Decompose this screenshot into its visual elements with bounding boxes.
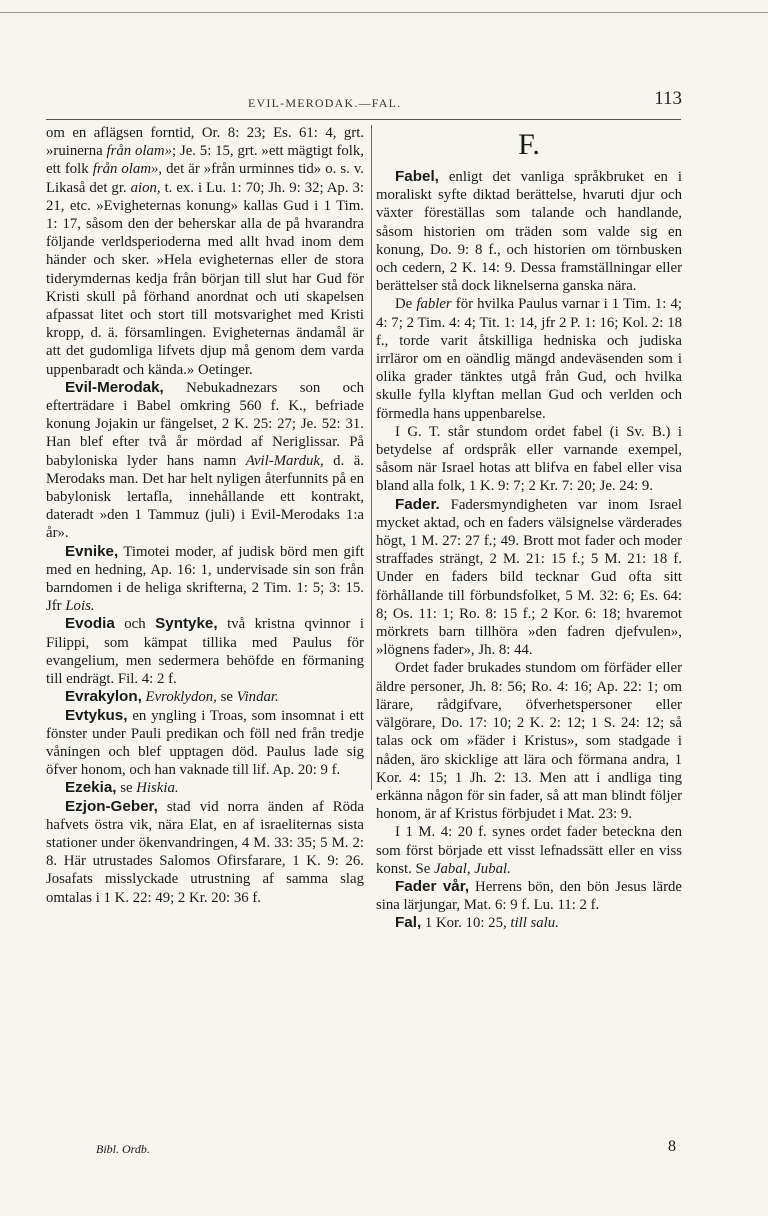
entry-fabel: Fabel, enligt det vanliga språkbruket en i moraliskt syfte diktad berättelse, hvaruti djur och växter föreställas som talande och handlande, såsom historien om träden som valde sig en konung, Do. 9: 8 f., och historien om törnbusken och cedern, 2 K. 14: 9. Dessa framställningar eller berättelser stå dock liknelserna ganska nära.: [376, 168, 682, 295]
headword: Fader.: [395, 495, 440, 513]
headword: Evil-Merodak,: [65, 378, 164, 396]
signature-line: Bibl. Ordb.: [96, 1142, 150, 1156]
entry-ezekia: Ezekia, se Hiskia.: [65, 779, 179, 797]
headword: Syntyke,: [155, 615, 218, 633]
entry-continuation: om en aflägsen forntid, Or. 8: 23; Es. 61: 4, grt. »ruinerna från olam»; Je. 5: 15, grt. »ett mägtigt folk, ett folk från olam», det är »från urminnes tid» o. s. v. Likaså det gr. aion, t. ex. i Lu. 1: 70; Jh. 9: 32; Ap. 3: 21, etc. »Evigheternas konung» kallas Gud i 1 Tim. 1: 17, såsom den der beherskar alla de på hvarandra följande verldsperioderna med allt hvad inom dem händer och sker. »Hela evigheternas eller de stora tiderymdernas kedja från början till slut har Gud för Kristi skull på förhand anordnat och uti skapelsen afpassat litet och stort till motsvarighet med Kristi kropp, d. ä. församlingen. Evigheternas ändamål är att det gudomliga lifvets djup må genom dem varda uppenbaradt och kända.» Oetinger.: [46, 125, 364, 378]
header-rule: [46, 119, 681, 120]
entry-evil-merodak: Evil-Merodak, Nebukadnezars son och efterträdare i Babel omkring 560 f. K., befriade konung Jojakin ur fängelset, 2 K. 25: 27; Je. 52: 31. Han blef efter två år mördad af Neriglissar. På babyloniska lyder hans namn Avil-Marduk, d. ä. Merodaks man. Det har helt nyligen återfunnits på en babylonisk lertafla, innehållande ett kontrakt, dateradt »den 1 Tammuz (juli) i Evil-Merodaks 1:a år».: [46, 378, 364, 542]
headword: Fader vår,: [395, 877, 470, 895]
running-head: EVIL-MERODAK.—FAL.: [248, 96, 402, 110]
page-number: 113: [654, 88, 682, 109]
headword: Evrakylon,: [65, 688, 142, 706]
entry-ezjon-geber: Ezjon-Geber, stad vid norra änden af Röda hafvets östra vik, nära Elat, en af israeliternas sista stationer under ökenvandringen, 4 M. 33: 35; 5 M. 2: 8. Här utrustades Salomos Ofirsfarare, 1 K. 9: 26. Josafats misslyckade utrustning af samma slag omtalas i 1 K. 22: 49; 2 Kr. 20: 36 f.: [46, 797, 364, 906]
entry-fal: Fal, 1 Kor. 10: 25, till salu.: [395, 914, 559, 932]
top-rule: [0, 12, 768, 13]
headword: Evodia: [65, 615, 115, 633]
headword: Fal,: [395, 914, 422, 932]
entry-evnike: Evnike, Timotei moder, af judisk börd men gift med en hedning, Ap. 16: 1, undervisade sin son från barndomen i de heliga skrifterna, 2 Tim. 1: 5; 3: 15. Jfr Lois.: [46, 542, 364, 615]
paragraph-i1m: I 1 M. 4: 20 f. synes ordet fader beteckna den som först började ett visst lefnadssätt eller en viss konst. Se Jabal, Jubal.: [376, 824, 682, 877]
left-column: [46, 124, 364, 907]
headword: Ezekia,: [65, 779, 117, 797]
headword: Ezjon-Geber,: [65, 797, 158, 815]
paragraph-ordet: Ordet fader brukades stundom om förfäder eller äldre personer, Jh. 8: 56; Ro. 4: 16; Ap. 22: 1; om lärare, rådgifvare, öfverhetspersoner eller välgörare, Do. 17: 10; 2 K. 2: 12; 1 S. 24: 12; så talas ock om »fäder i Kristus», som stadgade i nåden, äro skicklige att lära och förmana andra, 1 Kor. 4: 15; 1 Jh. 2: 13. Men att i andliga ting erkänna någon för sin fader, så att man blindt följer honom, är af Kristus förbjudet i Mat. 23: 9.: [376, 660, 682, 823]
paragraph-fabler: De fabler för hvilka Paulus varnar i 1 Tim. 1: 4; 4: 7; 2 Tim. 4: 4; Tit. 1: 14, jfr 2 P. 1: 16; Kol. 2: 18 f., torde varit åtskilliga hedniska och judiska irrläror om en oändlig mängd andeväsenden som i olika grader tänktes utgå från Gud, och hvilka skulle fylla klyftan mellan Gud och verlden och förmedla hans uppenbarelse.: [376, 296, 683, 422]
entry-fader-var: Fader vår, Herrens bön, den bön Jesus lärde sina lärjungar, Mat. 6: 9 f. Lu. 11: 2 f.: [376, 877, 683, 914]
paragraph-igt: I G. T. står stundom ordet fabel (i Sv. B.) i betydelse af ordspråk eller varnande exempel, såsom när Israel hotas att blifva en fabel eller visa bland alla folk, 1 K. 9: 7; 2 Kr. 7: 20; Je. 24: 9.: [376, 423, 682, 495]
right-column: [376, 124, 682, 933]
entry-evrakylon: Evrakylon, Evroklydon, se Vindar.: [65, 688, 279, 706]
headword: Fabel,: [395, 168, 439, 185]
headword: Evtykus,: [65, 706, 128, 724]
headword: Evnike,: [65, 542, 119, 560]
column-divider: [371, 125, 372, 790]
signature-mark: 8: [668, 1138, 676, 1155]
section-letter: F.: [518, 128, 540, 161]
entry-evodia: Evodia och Syntyke, två kristna qvinnor i Filippi, som kämpat tillika med Paulus för evangelium, men sedermera behöfde en förmaning till endrägt. Fil. 4: 2 f.: [46, 615, 364, 688]
entry-evtykus: Evtykus, en yngling i Troas, som insomnat i ett fönster under Pauli predikan och föll ned från tredje våningen och blef upptagen död. Paulus lade sig öfver honom, och han vaknade till lif. Ap. 20: 9 f.: [46, 706, 364, 779]
entry-fader: Fader. Fadersmyndigheten var inom Israel mycket aktad, och en faders välsignelse värderades högt, 1 M. 27: 27 f.; 49. Brott mot fader och moder straffades strängt, 2 M. 21: 15 f.; 5 M. 21: 18 f. Under en faders bild tecknar Gud ofta sitt förhållande till förbundsfolket, 5 M. 32: 6; Es. 64: 8; Os. 11: 1; Ro. 8: 15 f.; 2 Kor. 6: 18; hvaremot mörkrets barn tillhöra »den fadren djefvulen», »lögnens fader», Jh. 8: 44.: [376, 495, 682, 659]
